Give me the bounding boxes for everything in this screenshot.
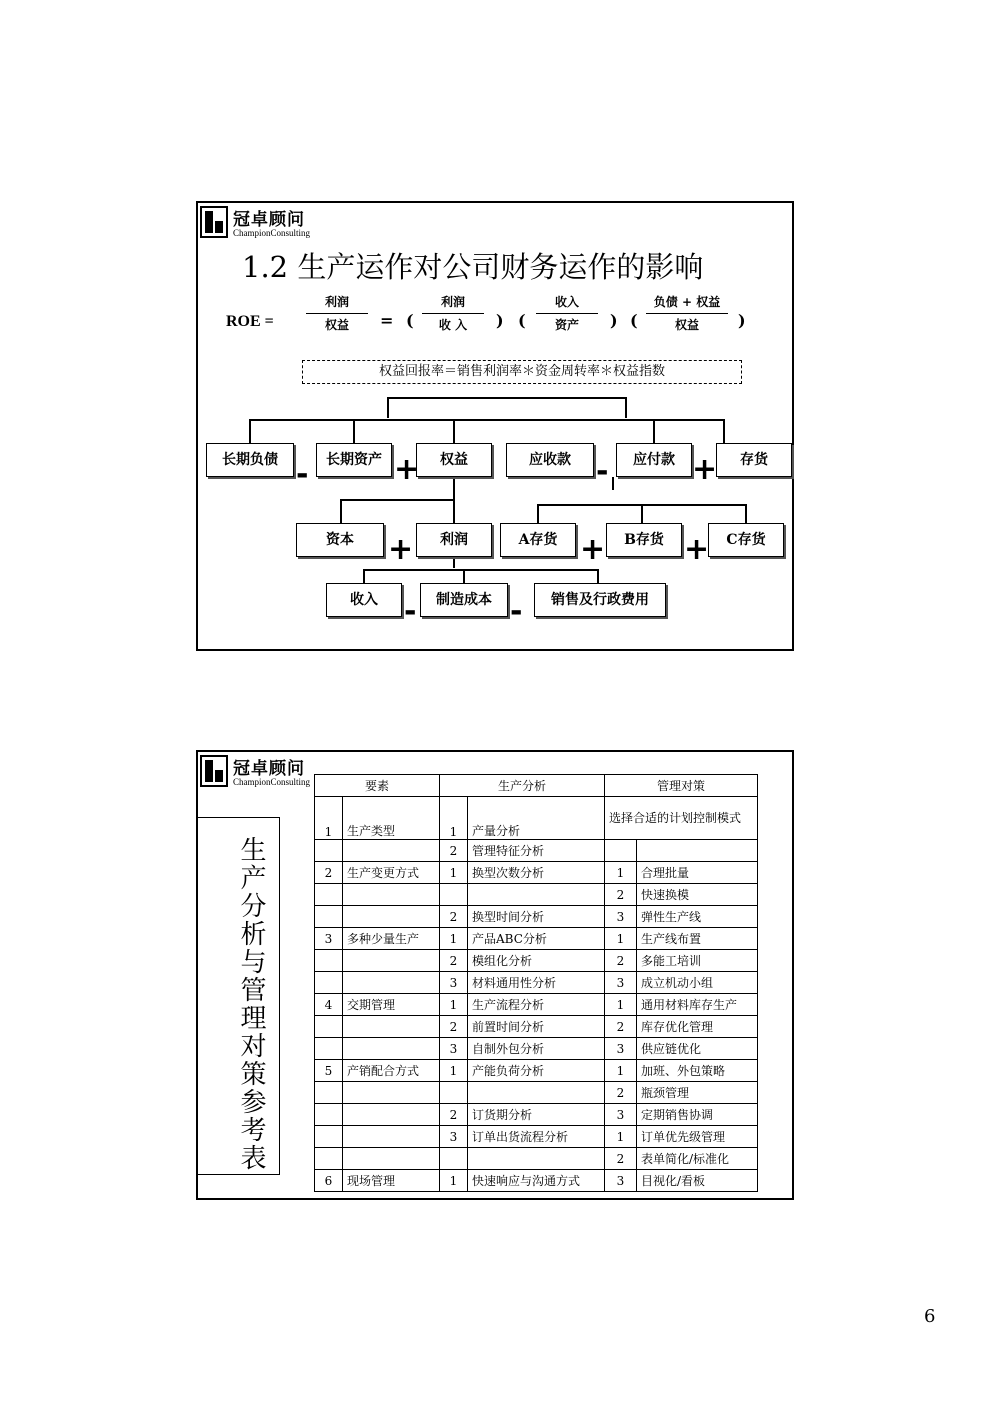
element-cell	[343, 1148, 440, 1170]
element-no-cell	[315, 1016, 343, 1038]
analysis-no-cell: 1	[440, 862, 468, 884]
measure-cell: 供应链优化	[637, 1038, 758, 1060]
box-sales-admin-expense: 销售及行政费用	[534, 583, 666, 617]
element-cell	[343, 906, 440, 928]
paren-open: (	[518, 311, 526, 330]
measure-cell: 库存优化管理	[637, 1016, 758, 1038]
analysis-cell	[468, 1148, 605, 1170]
measure-cell: 生产线布置	[637, 928, 758, 950]
analysis-cell: 订单出货流程分析	[468, 1126, 605, 1148]
element-cell	[343, 1104, 440, 1126]
analysis-no-cell: 2	[440, 906, 468, 928]
logo-en-text: ChampionConsulting	[233, 228, 311, 238]
element-cell	[343, 972, 440, 994]
box-receivables: 应收款	[506, 443, 594, 477]
minus-operator: -	[510, 594, 523, 629]
slide-financial-impact	[196, 201, 794, 651]
analysis-cell: 换型时间分析	[468, 906, 605, 928]
element-no-cell: 4	[315, 994, 343, 1016]
measure-no-cell: 1	[605, 994, 637, 1016]
paren-open: (	[630, 311, 638, 330]
element-cell	[343, 840, 440, 862]
paren-close: )	[496, 311, 504, 330]
analysis-no-cell: 1	[440, 928, 468, 950]
box-payables: 应付款	[616, 443, 692, 477]
fraction-denominator: 收 入	[438, 318, 468, 332]
table-row	[315, 1016, 758, 1038]
logo-cn-text: 冠卓顾问	[233, 210, 305, 230]
analysis-cell	[468, 1082, 605, 1104]
analysis-cell: 生产流程分析	[468, 994, 605, 1016]
table-row	[315, 1126, 758, 1148]
box-profit: 利润	[416, 523, 492, 557]
measure-no-cell: 3	[605, 1038, 637, 1060]
measure-no-cell: 2	[605, 884, 637, 906]
paren-close: )	[610, 311, 618, 330]
element-no-cell	[315, 1082, 343, 1104]
analysis-cell: 自制外包分析	[468, 1038, 605, 1060]
element-no-cell	[315, 1104, 343, 1126]
logo-mark-icon	[200, 754, 228, 788]
box-manufacturing-cost: 制造成本	[420, 583, 508, 617]
analysis-no-cell: 3	[440, 1126, 468, 1148]
element-no-cell: 2	[315, 862, 343, 884]
header-cell: 管理对策	[605, 775, 758, 797]
analysis-no-cell: 2	[440, 1104, 468, 1126]
table-row	[315, 1082, 758, 1104]
element-cell: 多种少量生产	[343, 928, 440, 950]
measure-no-cell: 3	[605, 906, 637, 928]
measure-no-cell: 3	[605, 972, 637, 994]
table-row	[315, 1038, 758, 1060]
logo-en-text: ChampionConsulting	[233, 777, 311, 787]
measure-no-cell	[605, 840, 637, 862]
measure-cell: 表单简化/标准化	[637, 1148, 758, 1170]
measure-cell: 合理批量	[637, 862, 758, 884]
measure-cell: 订单优先级管理	[637, 1126, 758, 1148]
element-cell	[343, 1016, 440, 1038]
page-number: 6	[924, 1306, 936, 1327]
analysis-cell: 材料通用性分析	[468, 972, 605, 994]
measure-no-cell: 1	[605, 928, 637, 950]
box-inventory-a: A存货	[500, 523, 576, 557]
table-row	[315, 1060, 758, 1082]
element-no-cell: 1	[315, 797, 343, 840]
reference-table	[314, 774, 758, 1192]
analysis-no-cell: 3	[440, 972, 468, 994]
element-cell: 生产类型	[343, 797, 440, 840]
element-cell: 交期管理	[343, 994, 440, 1016]
analysis-cell: 产量分析	[468, 797, 605, 840]
element-no-cell: 5	[315, 1060, 343, 1082]
measure-cell: 成立机动小组	[637, 972, 758, 994]
table-row	[315, 1148, 758, 1170]
measure-cell: 目视化/看板	[637, 1170, 758, 1192]
measure-cell: 选择合适的计划控制模式	[605, 797, 758, 840]
box-long-term-debt: 长期负债	[206, 443, 294, 477]
paren-close: )	[738, 311, 746, 330]
element-no-cell	[315, 950, 343, 972]
box-capital: 资本	[296, 523, 384, 557]
analysis-cell: 换型次数分析	[468, 862, 605, 884]
analysis-no-cell	[440, 1082, 468, 1104]
plus-operator: +	[388, 532, 414, 567]
analysis-cell: 订货期分析	[468, 1104, 605, 1126]
box-revenue: 收入	[326, 583, 402, 617]
header-cell: 要素	[315, 775, 440, 797]
element-cell	[343, 1126, 440, 1148]
table-row	[315, 906, 758, 928]
minus-operator: -	[596, 454, 609, 489]
box-inventory-b: B存货	[606, 523, 682, 557]
analysis-no-cell: 2	[440, 950, 468, 972]
box-long-term-assets: 长期资产	[316, 443, 392, 477]
plus-operator: +	[580, 532, 606, 567]
table-body	[315, 797, 758, 1192]
measure-cell: 瓶颈管理	[637, 1082, 758, 1104]
box-inventory-c: C存货	[708, 523, 784, 557]
table-row	[315, 884, 758, 906]
element-no-cell: 3	[315, 928, 343, 950]
vertical-title: 生产分析与管理对策参考表	[236, 836, 266, 1172]
measure-no-cell: 3	[605, 1170, 637, 1192]
measure-cell: 弹性生产线	[637, 906, 758, 928]
measure-cell: 加班、外包策略	[637, 1060, 758, 1082]
measure-no-cell: 2	[605, 1082, 637, 1104]
analysis-no-cell: 1	[440, 994, 468, 1016]
analysis-cell: 管理特征分析	[468, 840, 605, 862]
table-row	[315, 840, 758, 862]
analysis-no-cell	[440, 1148, 468, 1170]
fraction-denominator: 资产	[554, 318, 579, 332]
analysis-cell	[468, 884, 605, 906]
element-cell: 产销配合方式	[343, 1060, 440, 1082]
element-cell	[343, 1082, 440, 1104]
header-cell: 生产分析	[440, 775, 605, 797]
table-row	[315, 950, 758, 972]
measure-no-cell: 2	[605, 950, 637, 972]
measure-no-cell: 3	[605, 1104, 637, 1126]
measure-no-cell: 1	[605, 862, 637, 884]
fraction-numerator: 利润	[440, 295, 465, 309]
measure-no-cell: 1	[605, 1126, 637, 1148]
analysis-no-cell: 2	[440, 840, 468, 862]
logo-cn-text: 冠卓顾问	[233, 759, 305, 779]
element-no-cell	[315, 906, 343, 928]
slide-analysis-table	[196, 750, 794, 1200]
table-row	[315, 862, 758, 884]
table-row	[315, 1170, 758, 1192]
box-equity: 权益	[416, 443, 492, 477]
box-inventory: 存货	[716, 443, 792, 477]
measure-no-cell: 2	[605, 1016, 637, 1038]
analysis-no-cell: 1	[440, 797, 468, 840]
analysis-cell: 前置时间分析	[468, 1016, 605, 1038]
plus-operator: +	[684, 532, 710, 567]
equals-sign: =	[380, 311, 394, 330]
element-cell	[343, 884, 440, 906]
element-cell: 现场管理	[343, 1170, 440, 1192]
measure-no-cell: 1	[605, 1060, 637, 1082]
analysis-cell: 快速响应与沟通方式	[468, 1170, 605, 1192]
analysis-no-cell	[440, 884, 468, 906]
measure-cell: 多能工培训	[637, 950, 758, 972]
fraction-denominator: 权益	[324, 318, 349, 332]
element-cell	[343, 950, 440, 972]
measure-cell: 定期销售协调	[637, 1104, 758, 1126]
analysis-cell: 产品ABC分析	[468, 928, 605, 950]
table-row	[315, 1104, 758, 1126]
element-cell: 生产变更方式	[343, 862, 440, 884]
minus-operator: -	[296, 457, 309, 492]
paren-open: (	[406, 311, 414, 330]
table-row	[315, 972, 758, 994]
measure-cell: 快速换模	[637, 884, 758, 906]
element-no-cell	[315, 1148, 343, 1170]
company-logo	[200, 754, 320, 790]
analysis-no-cell: 3	[440, 1038, 468, 1060]
element-no-cell	[315, 972, 343, 994]
plus-operator: +	[692, 452, 718, 487]
analysis-no-cell: 2	[440, 1016, 468, 1038]
element-no-cell	[315, 1126, 343, 1148]
measure-cell	[637, 840, 758, 862]
slide-title: 1.2 生产运作对公司财务运作的影响	[242, 250, 704, 284]
analysis-no-cell: 1	[440, 1170, 468, 1192]
roe-label: ROE =	[226, 313, 274, 330]
element-no-cell: 6	[315, 1170, 343, 1192]
vertical-title-box	[198, 817, 280, 1175]
element-no-cell	[315, 1038, 343, 1060]
measure-no-cell: 2	[605, 1148, 637, 1170]
fraction-numerator: 利润	[324, 295, 349, 309]
analysis-cell: 模组化分析	[468, 950, 605, 972]
element-no-cell	[315, 840, 343, 862]
element-cell	[343, 1038, 440, 1060]
fraction-denominator: 权益	[674, 318, 699, 332]
table-row	[315, 797, 758, 840]
fraction-numerator: 负债 + 权益	[653, 295, 721, 309]
element-no-cell	[315, 884, 343, 906]
analysis-cell: 产能负荷分析	[468, 1060, 605, 1082]
table-header-row	[315, 775, 758, 797]
minus-operator: -	[404, 594, 417, 629]
table-row	[315, 928, 758, 950]
fraction-numerator: 收入	[554, 295, 579, 309]
analysis-no-cell: 1	[440, 1060, 468, 1082]
formula-box: 权益回报率＝销售利润率＊资金周转率＊权益指数	[302, 360, 742, 384]
plus-operator: +	[394, 452, 420, 487]
measure-cell: 通用材料库存生产	[637, 994, 758, 1016]
table-row	[315, 994, 758, 1016]
